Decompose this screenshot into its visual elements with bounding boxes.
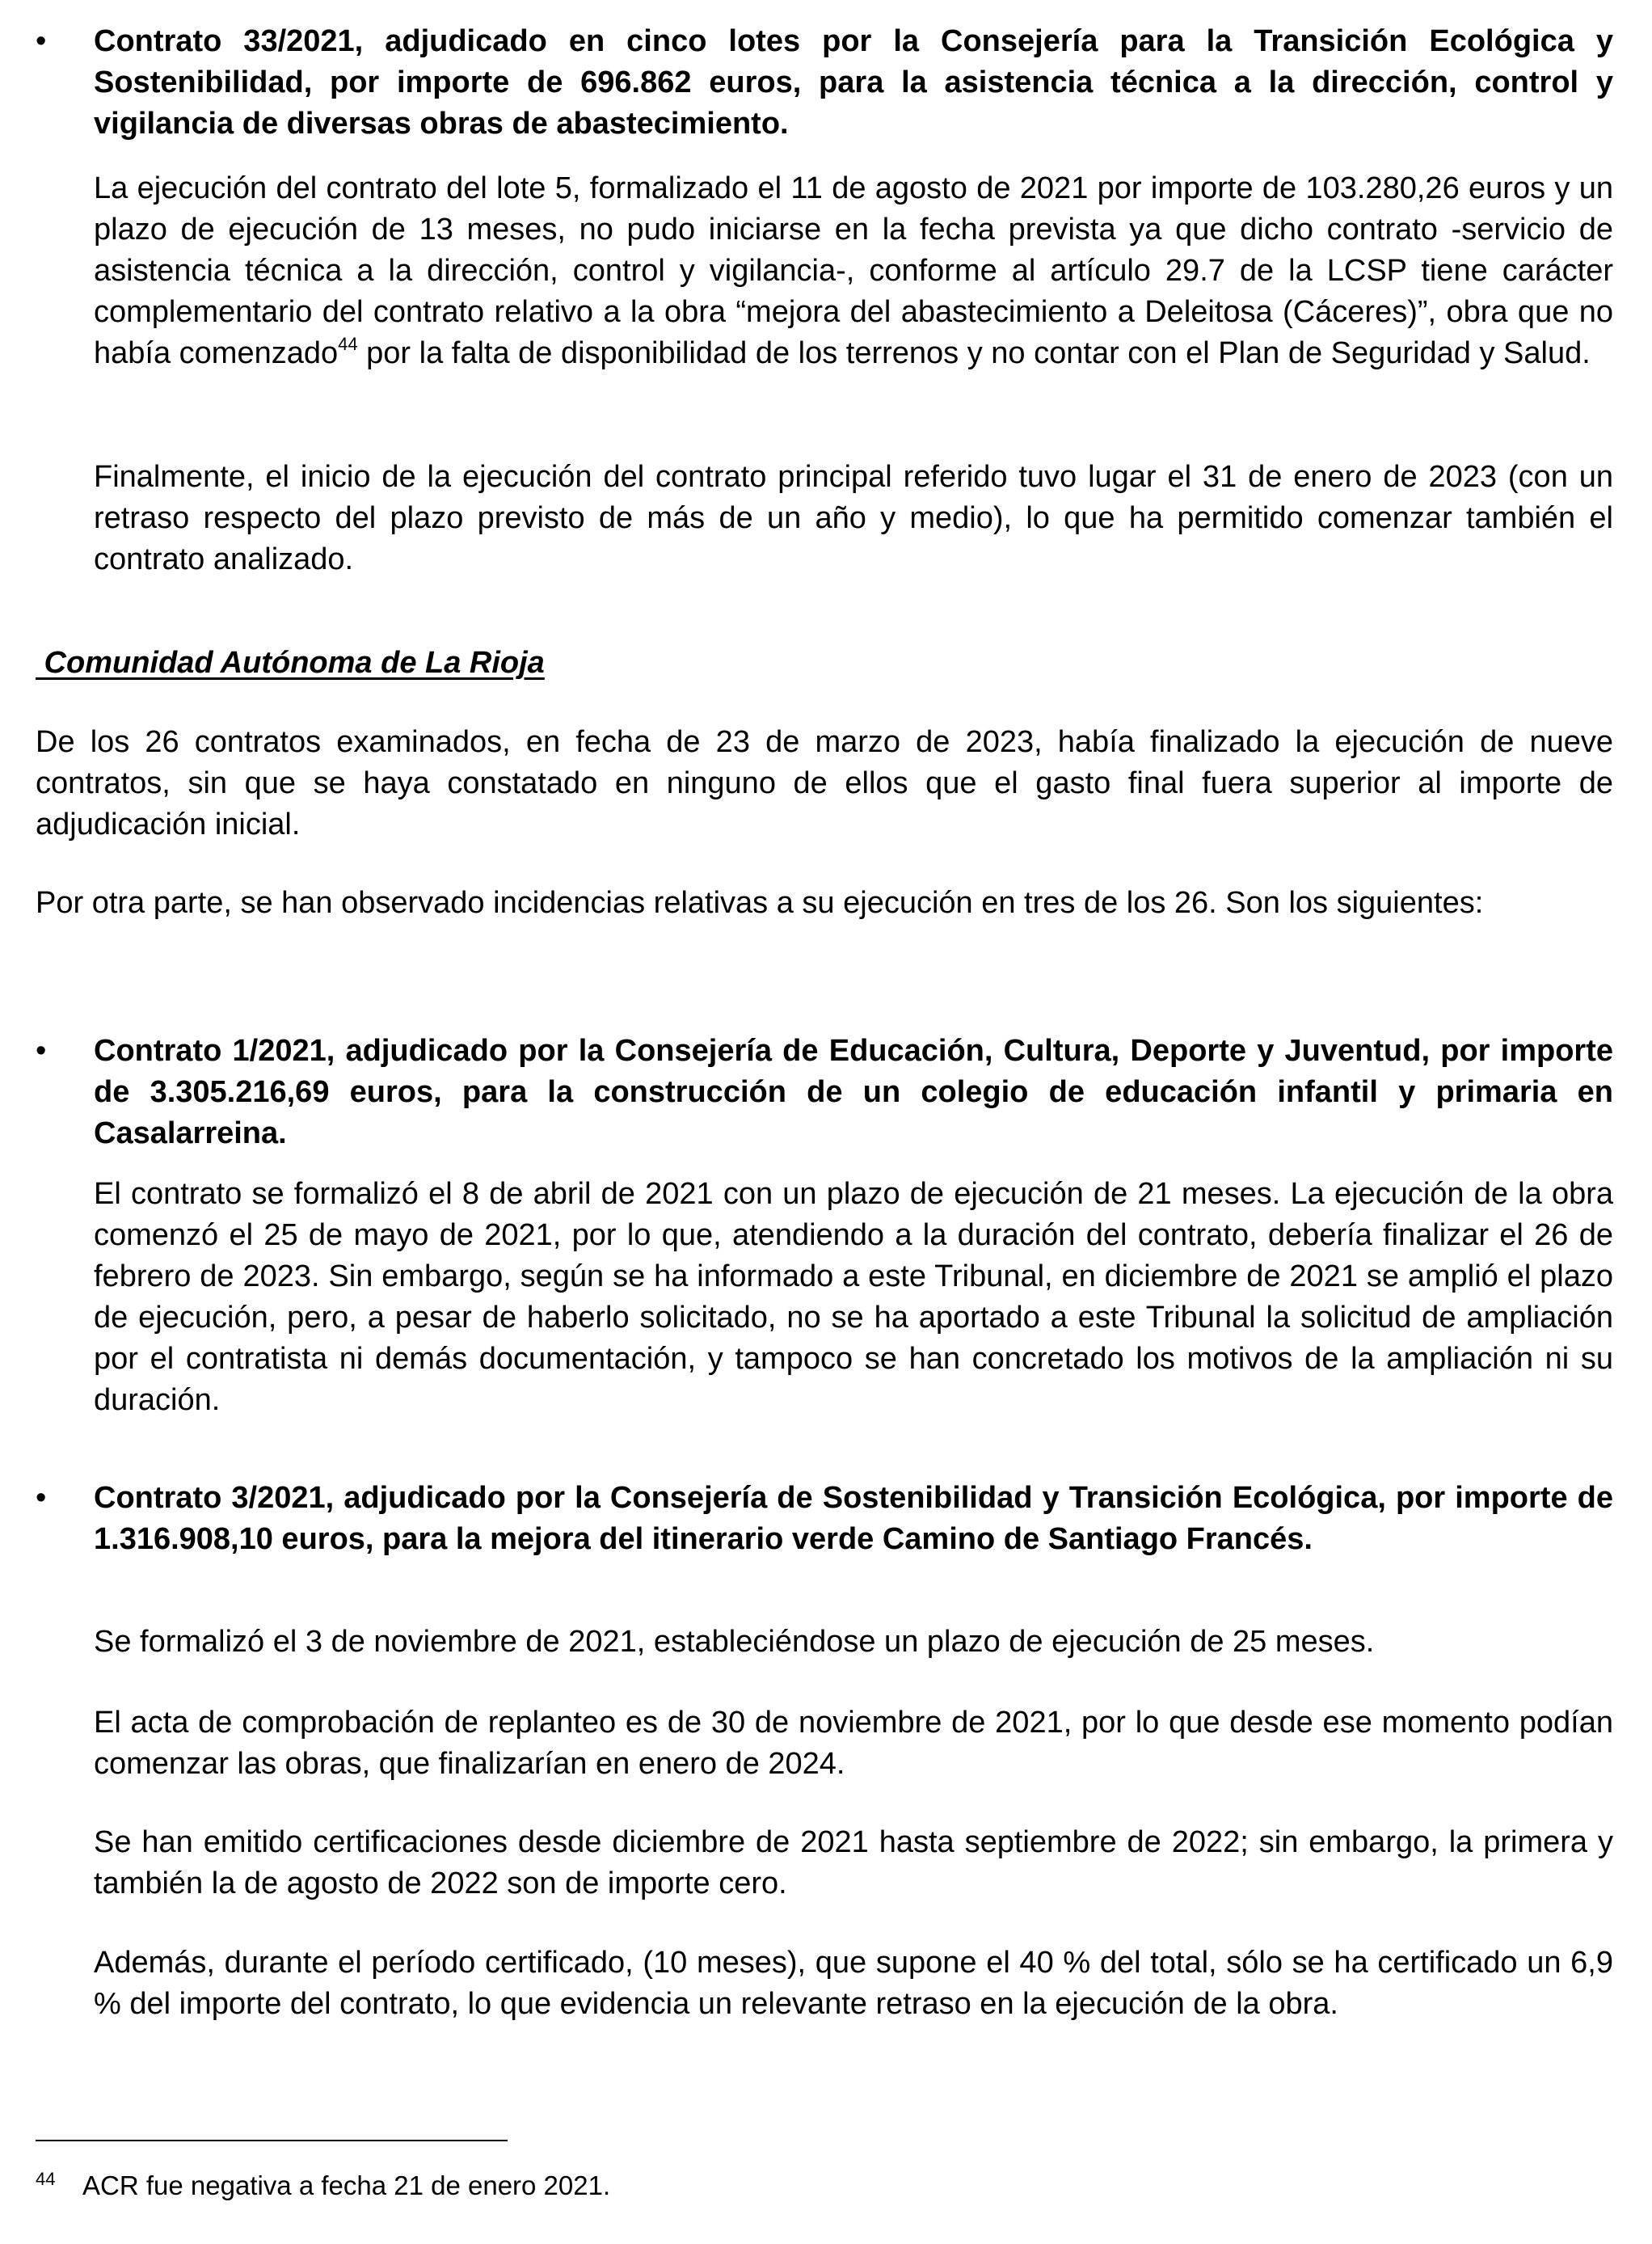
footnote-separator: [36, 2140, 508, 2141]
item-paragraph: El contrato se formalizó el 8 de abril de 2021 con un plazo de ejecución de 21 meses. La ejecución de la obra comenzó el 25 de mayo de 2021, por lo que, atendiendo a la duración del contrato, debería finalizar el 26 de febrero de 2023. Sin embargo, según se ha informado a este Tribunal, en diciembre de 2021 se amplió el plazo de ejecución, pero, a pesar de haberlo solicitado, no se ha aportado a este Tribunal la solicitud de ampliación por el contratista ni demás documentación, y tampoco se han concretado los motivos de la ampliación ni su duración.: [94, 1177, 1613, 1417]
footnote: 44 ACR fue negativa a fecha 21 de enero 2021.: [36, 2169, 611, 2200]
bullet-marker: •: [36, 24, 47, 58]
paragraph-text: La ejecución del contrato del lote 5, formalizado el 11 de agosto de 2021 por importe de 103.280,26 euros y un plazo de ejecución de 13 meses, no pudo iniciarse en la fecha prevista ya que dicho contrato -servicio de asistencia técnica a la dirección, control y vigilancia-, conforme al artículo 29.7 de la LCSP tiene carácter complementario del contrato relativo a la obra “mejora del abastecimiento a Deleitosa (Cáceres)”, obra que no había comenzado: [94, 171, 1613, 370]
item-paragraph: Se han emitido certificaciones desde diciembre de 2021 hasta septiembre de 2022; sin embargo, la primera y también la de agosto de 2022 son de importe cero.: [94, 1825, 1613, 1900]
footnote-reference: 44: [338, 334, 358, 354]
bullet-marker: •: [36, 1481, 47, 1515]
item-paragraph: El acta de comprobación de replanteo es de 30 de noviembre de 2021, por lo que desde ese momento podían comenzar las obras, que finalizarían en enero de 2024.: [94, 1706, 1613, 1781]
item-paragraph: Se formalizó el 3 de noviembre de 2021, estableciéndose un plazo de ejecución de 25 meses.: [94, 1625, 1375, 1659]
intro-paragraph: De los 26 contratos examinados, en fecha de 23 de marzo de 2023, había finalizado la ejecución de nueve contratos, sin que se haya constatado en ninguno de ellos que el gasto final fuera superior al importe de adjudicación inicial.: [36, 725, 1613, 842]
item-paragraph: Además, durante el período certificado, (10 meses), que supone el 40 % del total, sólo se ha certificado un 6,9 % del importe del contrato, lo que evidencia un relevante retraso en la ejecución de la obra.: [94, 1946, 1613, 2021]
footnote-text: ACR fue negativa a fecha 21 de enero 2021.: [82, 2170, 611, 2200]
section-heading: Comunidad Autónoma de La Rioja: [36, 646, 545, 680]
item-paragraph: [94, 168, 1613, 374]
intro-paragraph: Por otra parte, se han observado incidencias relativas a su ejecución en tres de los 26. Son los siguientes:: [36, 886, 1484, 920]
item-title: Contrato 33/2021, adjudicado en cinco lotes por la Consejería para la Transición Ecológica y Sostenibilidad, por importe de 696.862 euros, para la asistencia técnica a la dirección, control y vigilancia de diversas obras de abastecimiento.: [94, 24, 1613, 141]
item-title: Contrato 3/2021, adjudicado por la Consejería de Sostenibilidad y Transición Ecológica, por importe de 1.316.908,10 euros, para la mejora del itinerario verde Camino de Santiago Francés.: [94, 1481, 1613, 1556]
bullet-marker: •: [36, 1034, 47, 1068]
item-paragraph: Finalmente, el inicio de la ejecución del contrato principal referido tuvo lugar el 31 de enero de 2023 (con un retraso respecto del plazo previsto de más de un año y medio), lo que ha permitido comenzar también el contrato analizado.: [94, 460, 1613, 576]
item-title: Contrato 1/2021, adjudicado por la Consejería de Educación, Cultura, Deporte y Juventud, por importe de 3.305.216,69 euros, para la construcción de un colegio de educación infantil y primaria en Casalarreina.: [94, 1034, 1613, 1150]
paragraph-text: por la falta de disponibilidad de los terrenos y no contar con el Plan de Seguridad y Salud.: [357, 336, 1591, 370]
